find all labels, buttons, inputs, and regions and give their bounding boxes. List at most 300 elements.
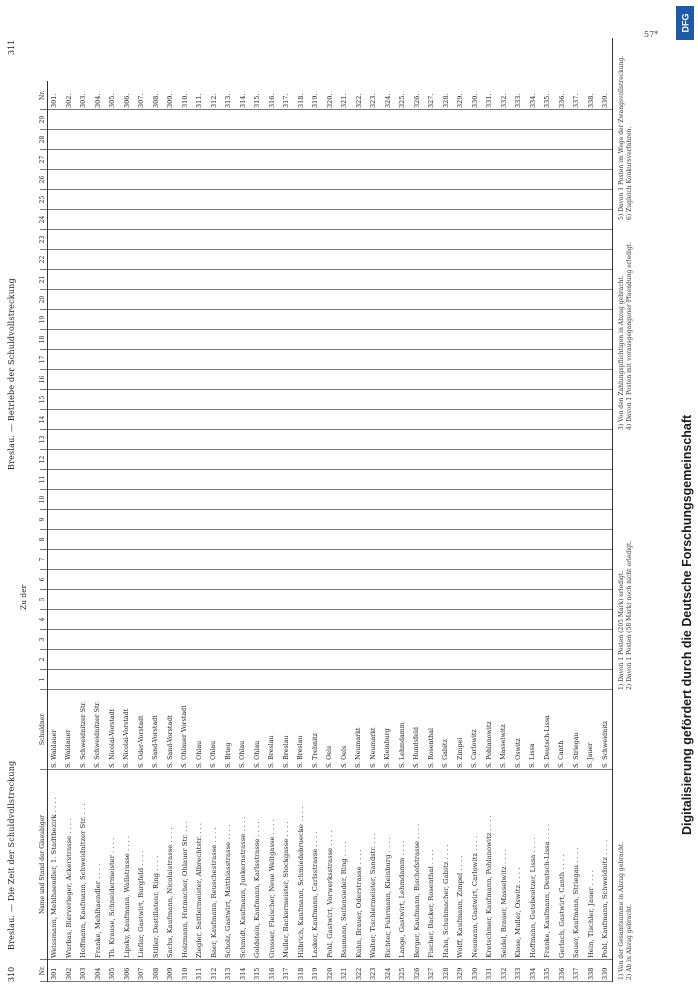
value-cell: [570, 270, 585, 290]
value-cell: [106, 670, 121, 690]
value-cell: [120, 150, 135, 170]
value-cell: [425, 110, 440, 130]
table-row: [149, 82, 164, 982]
value-cell: [280, 670, 295, 690]
value-cell: [222, 170, 237, 190]
value-cell: [541, 190, 556, 210]
value-cell: [396, 530, 411, 550]
value-cell: [207, 230, 222, 250]
table-row: [483, 82, 498, 982]
value-cell: [526, 570, 541, 590]
value-cell: [149, 430, 164, 450]
value-cell: [135, 350, 150, 370]
value-cell: [222, 530, 237, 550]
value-cell: [251, 350, 266, 370]
value-cell: [149, 670, 164, 690]
row-number-right: 323.: [367, 82, 382, 110]
value-cell: [352, 510, 367, 530]
value-cell: [599, 210, 614, 230]
value-cell: [164, 210, 179, 230]
value-cell: [454, 390, 469, 410]
value-cell: [454, 310, 469, 330]
value-cell: [439, 110, 454, 130]
value-cell: [468, 590, 483, 610]
value-cell: [265, 570, 280, 590]
value-cell: [280, 130, 295, 150]
value-cell: [106, 230, 121, 250]
value-cell: [454, 170, 469, 190]
value-cell: [526, 350, 541, 370]
value-cell: [352, 590, 367, 610]
value-cell: [207, 130, 222, 150]
value-cell: [541, 490, 556, 510]
value-cell: [381, 190, 396, 210]
value-cell: [352, 330, 367, 350]
table-row: [207, 82, 222, 982]
row-location: S. Rosenthal: [425, 690, 440, 770]
row-name: Goldstein, Kaufmann, Karlsstrasse . . . .: [251, 770, 266, 960]
value-cell: [526, 550, 541, 570]
value-cell: [236, 390, 251, 410]
value-cell: [483, 430, 498, 450]
row-location: S. Waldauer: [62, 690, 77, 770]
value-cell: [207, 390, 222, 410]
value-cell: [265, 470, 280, 490]
value-cell: [570, 310, 585, 330]
value-cell: [599, 310, 614, 330]
row-number: 325: [396, 960, 411, 982]
value-cell: [570, 430, 585, 450]
value-cell: [468, 350, 483, 370]
value-cell: [512, 610, 527, 630]
value-cell: [77, 550, 92, 570]
value-cell: [497, 390, 512, 410]
value-cell: [207, 470, 222, 490]
value-cell: [367, 490, 382, 510]
value-cell: [410, 390, 425, 410]
value-cell: [135, 570, 150, 590]
value-cell: [77, 450, 92, 470]
value-cell: [323, 190, 338, 210]
value-cell: [265, 370, 280, 390]
value-cell: [47, 230, 62, 250]
value-cell: [280, 410, 295, 430]
value-cell: [555, 310, 570, 330]
value-cell: [338, 430, 353, 450]
value-cell: [323, 330, 338, 350]
value-cell: [468, 190, 483, 210]
value-cell: [512, 570, 527, 590]
table-row: [193, 82, 208, 982]
value-cell: [149, 270, 164, 290]
value-cell: [497, 530, 512, 550]
value-cell: [236, 170, 251, 190]
value-cell: [352, 250, 367, 270]
value-cell: [135, 610, 150, 630]
value-cell: [497, 370, 512, 390]
row-number: 305: [106, 960, 121, 982]
value-cell: [512, 150, 527, 170]
value-cell: [323, 130, 338, 150]
value-cell: [207, 210, 222, 230]
value-cell: [352, 170, 367, 190]
value-cell: [352, 350, 367, 370]
value-cell: [164, 510, 179, 530]
table-row: [294, 82, 309, 982]
value-cell: [178, 390, 193, 410]
value-cell: [62, 650, 77, 670]
footnotes-far: [618, 56, 634, 220]
value-cell: [526, 410, 541, 430]
row-name: Scholz, Gastwirt, Matthiasstrasse . . . .: [222, 770, 237, 960]
value-cell: [280, 590, 295, 610]
value-cell: [62, 270, 77, 290]
value-cell: [352, 370, 367, 390]
value-cell: [47, 590, 62, 610]
value-cell: [570, 130, 585, 150]
value-cell: [381, 370, 396, 390]
value-cell: [251, 430, 266, 450]
row-number: 301: [47, 960, 62, 982]
row-number: 316: [265, 960, 280, 982]
value-cell: [468, 390, 483, 410]
value-cell: [91, 210, 106, 230]
value-cell: [106, 330, 121, 350]
row-location: S. Ohlau: [251, 690, 266, 770]
row-name: Wurbas, Bierverleger, Ackerstrasse . . . .: [62, 770, 77, 960]
value-cell: [149, 170, 164, 190]
value-cell: [294, 310, 309, 330]
value-cell: [497, 450, 512, 470]
column-header: 12: [40, 450, 47, 470]
value-cell: [367, 290, 382, 310]
value-cell: [135, 250, 150, 270]
value-cell: [236, 470, 251, 490]
value-cell: [555, 530, 570, 550]
row-location: S. Schweidnitzer Str.: [77, 690, 92, 770]
value-cell: [323, 270, 338, 290]
value-cell: [178, 330, 193, 350]
value-cell: [454, 250, 469, 270]
value-cell: [425, 330, 440, 350]
value-cell: [497, 210, 512, 230]
value-cell: [149, 210, 164, 230]
value-cell: [149, 530, 164, 550]
value-cell: [294, 350, 309, 370]
row-number-right: 316.: [265, 82, 280, 110]
value-cell: [77, 110, 92, 130]
value-cell: [106, 550, 121, 570]
value-cell: [497, 590, 512, 610]
value-cell: [454, 590, 469, 610]
value-cell: [599, 670, 614, 690]
row-location: S. Jauer: [584, 690, 599, 770]
value-cell: [47, 650, 62, 670]
value-cell: [164, 630, 179, 650]
value-cell: [425, 390, 440, 410]
value-cell: [294, 190, 309, 210]
value-cell: [91, 190, 106, 210]
value-cell: [178, 270, 193, 290]
row-name: Klose, Muller, Oswitz . . . .: [512, 770, 527, 960]
value-cell: [555, 550, 570, 570]
value-cell: [106, 170, 121, 190]
value-cell: [396, 470, 411, 490]
value-cell: [47, 250, 62, 270]
value-cell: [280, 530, 295, 550]
value-cell: [47, 270, 62, 290]
value-cell: [497, 630, 512, 650]
row-name: Kuhn, Brauer, Oderstrasse . . . .: [352, 770, 367, 960]
value-cell: [193, 430, 208, 450]
table-row: [439, 82, 454, 982]
footnote: 4) Davon 1 Posten mit vorausgegangener Pfaendung erledigt.: [625, 241, 633, 430]
column-header: 27: [40, 150, 47, 170]
table-row: [47, 82, 62, 982]
value-cell: [468, 570, 483, 590]
value-cell: [410, 130, 425, 150]
value-cell: [309, 390, 324, 410]
value-cell: [294, 230, 309, 250]
value-cell: [77, 650, 92, 670]
value-cell: [410, 230, 425, 250]
row-location: S. Oder-Vorstadt: [135, 690, 150, 770]
value-cell: [599, 510, 614, 530]
value-cell: [526, 470, 541, 490]
value-cell: [512, 530, 527, 550]
value-cell: [236, 150, 251, 170]
value-cell: [106, 390, 121, 410]
value-cell: [381, 390, 396, 410]
value-cell: [91, 310, 106, 330]
value-cell: [309, 430, 324, 450]
value-cell: [497, 430, 512, 450]
value-cell: [468, 670, 483, 690]
value-cell: [77, 350, 92, 370]
value-cell: [526, 530, 541, 550]
value-cell: [164, 230, 179, 250]
value-cell: [410, 290, 425, 310]
value-cell: [468, 550, 483, 570]
value-cell: [512, 310, 527, 330]
value-cell: [135, 270, 150, 290]
value-cell: [47, 390, 62, 410]
value-cell: [280, 230, 295, 250]
row-number-right: 307.: [135, 82, 150, 110]
value-cell: [106, 290, 121, 310]
value-cell: [222, 450, 237, 470]
value-cell: [164, 550, 179, 570]
value-cell: [396, 150, 411, 170]
value-cell: [541, 410, 556, 430]
value-cell: [483, 370, 498, 390]
row-number: 307: [135, 960, 150, 982]
value-cell: [294, 510, 309, 530]
value-cell: [396, 350, 411, 370]
value-cell: [164, 350, 179, 370]
value-cell: [236, 630, 251, 650]
value-cell: [323, 370, 338, 390]
row-number-right: 328.: [439, 82, 454, 110]
value-cell: [47, 490, 62, 510]
value-cell: [396, 410, 411, 430]
value-cell: [77, 630, 92, 650]
value-cell: [91, 430, 106, 450]
value-cell: [77, 190, 92, 210]
value-cell: [106, 270, 121, 290]
row-location: S. Schweidnitz: [599, 690, 614, 770]
value-cell: [512, 410, 527, 430]
value-cell: [106, 610, 121, 630]
value-cell: [135, 470, 150, 490]
value-cell: [396, 130, 411, 150]
row-number-right: 319.: [309, 82, 324, 110]
row-number-right: 312.: [207, 82, 222, 110]
value-cell: [280, 430, 295, 450]
column-header: 19: [40, 310, 47, 330]
value-cell: [483, 110, 498, 130]
value-cell: [497, 190, 512, 210]
value-cell: [468, 490, 483, 510]
value-cell: [309, 330, 324, 350]
value-cell: [541, 610, 556, 630]
value-cell: [135, 630, 150, 650]
value-cell: [47, 110, 62, 130]
value-cell: [425, 130, 440, 150]
value-cell: [570, 490, 585, 510]
value-cell: [512, 590, 527, 610]
value-cell: [47, 510, 62, 530]
value-cell: [396, 510, 411, 530]
table-row: [497, 82, 512, 982]
value-cell: [425, 370, 440, 390]
value-cell: [178, 290, 193, 310]
row-number-right: 317.: [280, 82, 295, 110]
row-name: Hoffmann, Gutsbesitzer, Lissa . . . .: [526, 770, 541, 960]
value-cell: [425, 190, 440, 210]
value-cell: [207, 310, 222, 330]
value-cell: [178, 110, 193, 130]
value-cell: [381, 310, 396, 330]
value-cell: [468, 510, 483, 530]
row-name: Holzmann, Hutmacher, Ohlauer Str. . . .: [178, 770, 193, 960]
value-cell: [135, 530, 150, 550]
value-cell: [396, 370, 411, 390]
value-cell: [512, 330, 527, 350]
value-cell: [149, 570, 164, 590]
value-cell: [599, 110, 614, 130]
value-cell: [193, 510, 208, 530]
value-cell: [381, 550, 396, 570]
value-cell: [193, 130, 208, 150]
value-cell: [541, 450, 556, 470]
value-cell: [584, 490, 599, 510]
value-cell: [338, 190, 353, 210]
page-number-left: 310: [7, 966, 16, 982]
value-cell: [555, 330, 570, 350]
value-cell: [120, 230, 135, 250]
value-cell: [352, 150, 367, 170]
value-cell: [309, 590, 324, 610]
value-cell: [62, 110, 77, 130]
value-cell: [555, 590, 570, 610]
value-cell: [222, 590, 237, 610]
value-cell: [164, 310, 179, 330]
column-header: Nr.: [40, 82, 47, 110]
value-cell: [396, 490, 411, 510]
value-cell: [164, 650, 179, 670]
value-cell: [164, 110, 179, 130]
value-cell: [91, 250, 106, 270]
value-cell: [207, 290, 222, 310]
value-cell: [381, 450, 396, 470]
value-cell: [526, 670, 541, 690]
value-cell: [62, 250, 77, 270]
value-cell: [599, 170, 614, 190]
row-number-right: 311.: [193, 82, 208, 110]
value-cell: [323, 590, 338, 610]
row-number: 320: [323, 960, 338, 982]
value-cell: [280, 390, 295, 410]
value-cell: [77, 570, 92, 590]
value-cell: [178, 550, 193, 570]
value-cell: [178, 510, 193, 530]
value-cell: [149, 410, 164, 430]
column-header: 2: [40, 650, 47, 670]
value-cell: [106, 430, 121, 450]
row-number-right: 309.: [164, 82, 179, 110]
value-cell: [251, 210, 266, 230]
header-row: [40, 82, 47, 982]
value-cell: [381, 250, 396, 270]
footnote: 1) Davon 1 Posten (205 Mark) erledigt.: [618, 570, 625, 690]
value-cell: [222, 470, 237, 490]
value-cell: [367, 350, 382, 370]
value-cell: [149, 590, 164, 610]
value-cell: [425, 670, 440, 690]
value-cell: [599, 550, 614, 570]
row-location: S. Neumarkt: [367, 690, 382, 770]
value-cell: [207, 490, 222, 510]
value-cell: [497, 170, 512, 190]
table-row: [309, 82, 324, 982]
value-cell: [454, 610, 469, 630]
value-cell: [265, 490, 280, 510]
value-cell: [497, 230, 512, 250]
value-cell: [439, 550, 454, 570]
row-location: S. Pohlanowitz: [483, 690, 498, 770]
value-cell: [584, 150, 599, 170]
value-cell: [541, 590, 556, 610]
value-cell: [47, 290, 62, 310]
value-cell: [410, 670, 425, 690]
value-cell: [483, 610, 498, 630]
value-cell: [425, 470, 440, 490]
value-cell: [483, 130, 498, 150]
column-header: 15: [40, 390, 47, 410]
value-cell: [251, 590, 266, 610]
value-cell: [584, 270, 599, 290]
value-cell: [193, 670, 208, 690]
value-cell: [367, 470, 382, 490]
value-cell: [193, 470, 208, 490]
column-header: 29: [40, 110, 47, 130]
value-cell: [352, 210, 367, 230]
value-cell: [265, 210, 280, 230]
value-cell: [222, 210, 237, 230]
value-cell: [164, 390, 179, 410]
row-location: S. Waldauer: [47, 690, 62, 770]
